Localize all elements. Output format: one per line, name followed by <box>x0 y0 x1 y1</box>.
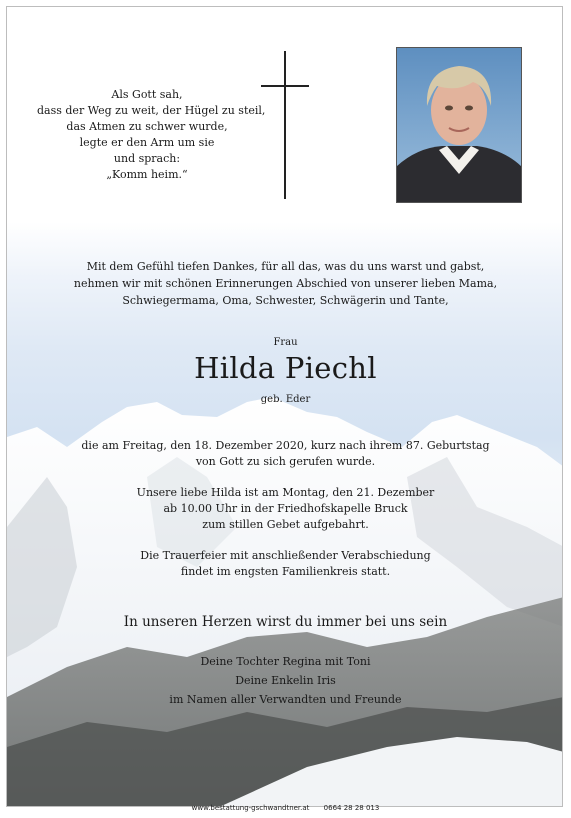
mourner-line: im Namen aller Verwandten und Freunde <box>169 693 402 706</box>
death-notice <box>7 438 563 470</box>
portrait-photo <box>396 47 522 203</box>
footer-website: www.bestattung-gschwandtner.at <box>191 804 310 812</box>
funeral-notice-line: findet im engsten Familienkreis statt. <box>180 565 391 578</box>
poem-line: und sprach: <box>113 152 181 165</box>
intro-line: Schwiegermama, Oma, Schwester, Schwägerin und Tante, <box>122 294 449 307</box>
funeral-notice-line: Die Trauerfeier mit anschließender Verabschiedung <box>140 549 431 562</box>
intro-line: nehmen wir mit schönen Erinnerungen Abschied von unserer lieben Mama, <box>73 277 498 290</box>
poem-line: dass der Weg zu weit, der Hügel zu steil, <box>37 104 266 117</box>
salutation: Frau <box>273 337 298 348</box>
poem <box>37 87 266 183</box>
mourners <box>7 652 563 709</box>
mourner-line: Deine Enkelin Iris <box>235 674 336 687</box>
poem-line: Als Gott sah, <box>111 88 183 101</box>
funeral-notice <box>7 548 563 580</box>
wake-notice <box>7 485 563 533</box>
death-notice-line: von Gott zu sich gerufen wurde. <box>195 455 376 468</box>
poem-line: das Atmen zu schwer wurde, <box>66 120 228 133</box>
footer <box>0 804 571 812</box>
motto: In unseren Herzen wirst du immer bei uns sein <box>123 614 448 630</box>
wake-notice-line: ab 10.00 Uhr in der Friedhofskapelle Bruck <box>163 502 408 515</box>
mourner-line: Deine Tochter Regina mit Toni <box>200 655 371 668</box>
footer-phone: 0664 28 28 013 <box>323 804 380 812</box>
obituary-card <box>6 6 563 807</box>
intro-text <box>7 258 563 309</box>
wake-notice-line: Unsere liebe Hilda ist am Montag, den 21. Dezember <box>136 486 435 499</box>
intro-line: Mit dem Gefühl tiefen Dankes, für all das, was du uns warst und gabst, <box>86 260 485 273</box>
deceased-name: Hilda Piechl <box>194 351 377 385</box>
death-notice-line: die am Freitag, den 18. Dezember 2020, kurz nach ihrem 87. Geburtstag <box>81 439 490 452</box>
poem-line: legte er den Arm um sie <box>79 136 215 149</box>
cross-icon <box>261 51 309 199</box>
wake-notice-line: zum stillen Gebet aufgebahrt. <box>202 518 369 531</box>
birth-name: geb. Eder <box>260 394 311 405</box>
poem-line: „Komm heim.“ <box>106 168 188 181</box>
